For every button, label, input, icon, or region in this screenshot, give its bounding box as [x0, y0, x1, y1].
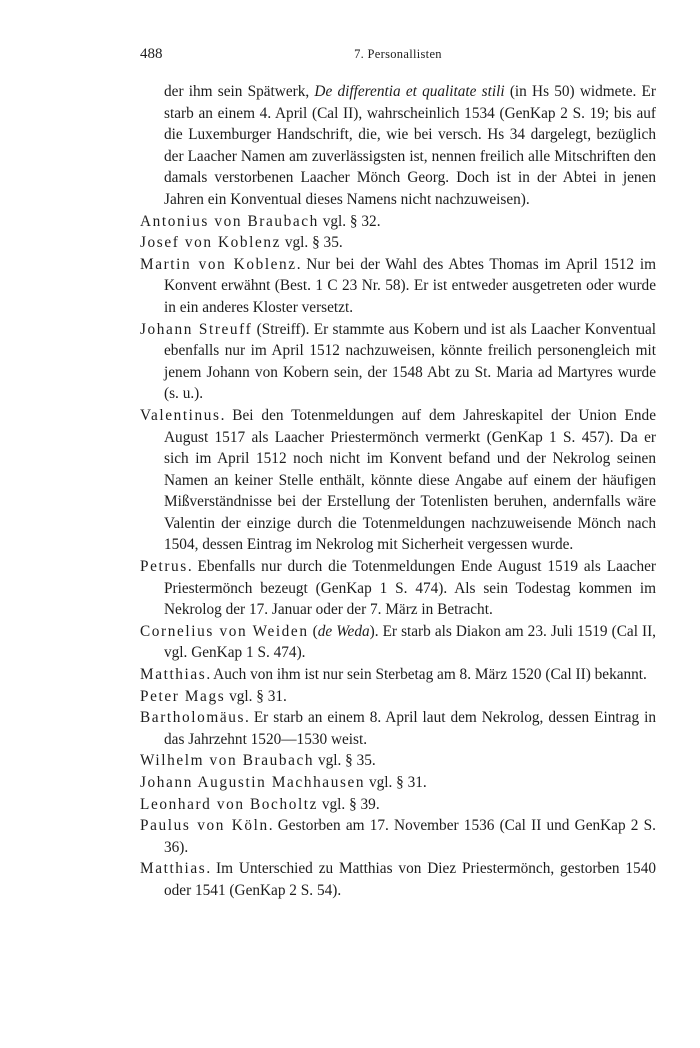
entry-name: Josef von Koblenz — [140, 234, 282, 252]
entry-name: Matthias — [140, 666, 207, 684]
entry-text: vgl. § 32. — [318, 212, 381, 230]
entry-text: . Im Unterschied zu Matthias von Diez Priestermönch, gestorben 1540 oder 1541 (GenKap 2 S. 54). — [164, 860, 656, 899]
entry-text: vgl. § 35. — [314, 752, 376, 770]
entry-peter-mags — [140, 686, 656, 708]
entry-text: ( — [308, 622, 318, 640]
running-title: 7. Personallisten — [354, 47, 442, 61]
entry-continuation — [140, 81, 656, 211]
entry-text: vgl. § 39. — [318, 795, 380, 813]
entry-text: der ihm sein Spätwerk, — [164, 83, 315, 100]
entry-name: Leonhard von Bocholtz — [140, 795, 319, 813]
entry-name: Johann Augustin Machhausen — [140, 774, 366, 791]
entry-johann-streuff — [140, 319, 656, 405]
work-title: De differentia et qualitate stili — [314, 83, 505, 100]
entry-text: (in Hs 50) widmete. Er starb an einem 4. April (Cal II), wahrscheinlich 1534 (GenKap 2 S. 19; bis auf die Luxemburger Handschrift, die, wie bei versch. Hs 34 dargelegt, bezüglich der Laacher Namen am zuverlässigsten ist, nennen freilich alle Mitschriften den damals verstorbenen Laacher Mönch Georg. Doch ist in der Abtei in jenen Jahren ein Konventual dieses Namens nicht nachzuweisen). — [164, 83, 656, 208]
entry-text: vgl. § 31. — [225, 687, 287, 705]
entry-leonhard-von-bocholtz — [140, 794, 656, 816]
entry-name: Bartholomäus — [140, 709, 246, 727]
entry-name: Antonius von Braubach — [140, 212, 319, 230]
entry-bartholomaeus — [140, 707, 656, 750]
entry-text: . Bei den Totenmeldungen auf dem Jahreskapitel der Union Ende August 1517 als Laacher Priestermönch vermerkt (GenKap 1 S. 457). Da er sich im April 1512 noch nicht im Konvent befand und der Nekrolog seinen Namen an keiner Stelle enthält, könnte diese Angabe auf einem der häufigen Mißverständnisse bei der Erstellung der Totenlisten beruhen, andernfalls wäre Valentin der einzige durch die Totenmeldungen nachzuweisende Mönch nach 1504, dessen Eintrag im Nekrolog mit Sicherheit vergessen wurde. — [164, 406, 656, 554]
entry-petrus — [140, 556, 656, 621]
entry-text: vgl. § 31. — [365, 774, 427, 791]
entry-matthias-2 — [140, 858, 656, 901]
entry-name: Wilhelm von Braubach — [140, 752, 315, 770]
entry-text: . Nur bei der Wahl des Abtes Thomas im April 1512 im Konvent erwähnt (Best. 1 C 23 Nr. 58). Er ist entweder ausgetreten oder wurde in ein anderes Kloster versetzt. — [164, 255, 656, 316]
entry-name: Paulus von Köln — [140, 817, 269, 835]
entry-valentinus — [140, 405, 656, 556]
entry-name: Matthias — [140, 860, 207, 878]
entry-name: Peter Mags — [140, 687, 226, 705]
entry-text: ). Er starb als Diakon am 23. Juli 1519 (Cal II, vgl. GenKap 1 S. 474). — [164, 622, 656, 662]
latin-name: de Weda — [317, 622, 370, 640]
entry-text: . Ebenfalls nur durch die Totenmeldungen Ende August 1519 als Laacher Priestermönch bezeugt (GenKap 1 S. 474). Als sein Todestag kommen im Nekrolog der 17. Januar oder der 7. März in Betracht. — [164, 558, 656, 619]
page-body — [140, 81, 656, 902]
entry-cornelius-von-weiden — [140, 621, 656, 664]
entry-name: Cornelius von Weiden — [140, 622, 309, 640]
entry-text: vgl. § 35. — [281, 234, 343, 252]
page-number: 488 — [140, 46, 163, 62]
entry-text: . Auch von ihm ist nur sein Sterbetag am 8. März 1520 (Cal II) bekannt. — [206, 666, 647, 684]
page-header — [140, 46, 656, 66]
entry-matthias — [140, 664, 656, 686]
entry-martin-von-koblenz — [140, 254, 656, 319]
entry-name: Petrus — [140, 558, 188, 576]
entry-text: (Streiff). Er stammte aus Kobern und ist als Laacher Konventual ebenfalls nur im April 1512 nachzuweisen, könnte freilich personengleich mit jenem Johann von Kobern sein, der 1548 Abt zu St. Maria ad Martyres wurde (s. u.). — [164, 320, 657, 403]
entry-johann-augustin-machhausen — [140, 772, 656, 794]
entry-name: Martin von Koblenz — [140, 255, 297, 273]
entry-josef-von-koblenz — [140, 232, 656, 254]
entry-paulus-von-koeln — [140, 815, 656, 858]
entry-antonius-von-braubach — [140, 211, 656, 233]
entry-text: . Er starb an einem 8. April laut dem Nekrolog, dessen Eintrag in das Jahrzehnt 1520—1530 weist. — [164, 709, 656, 748]
entry-text: . Gestorben am 17. November 1536 (Cal II und GenKap 2 S. 36). — [164, 817, 656, 856]
entry-wilhelm-von-braubach — [140, 750, 656, 772]
entry-name: Johann Streuff — [140, 320, 253, 338]
entry-name: Valentinus — [140, 406, 221, 424]
